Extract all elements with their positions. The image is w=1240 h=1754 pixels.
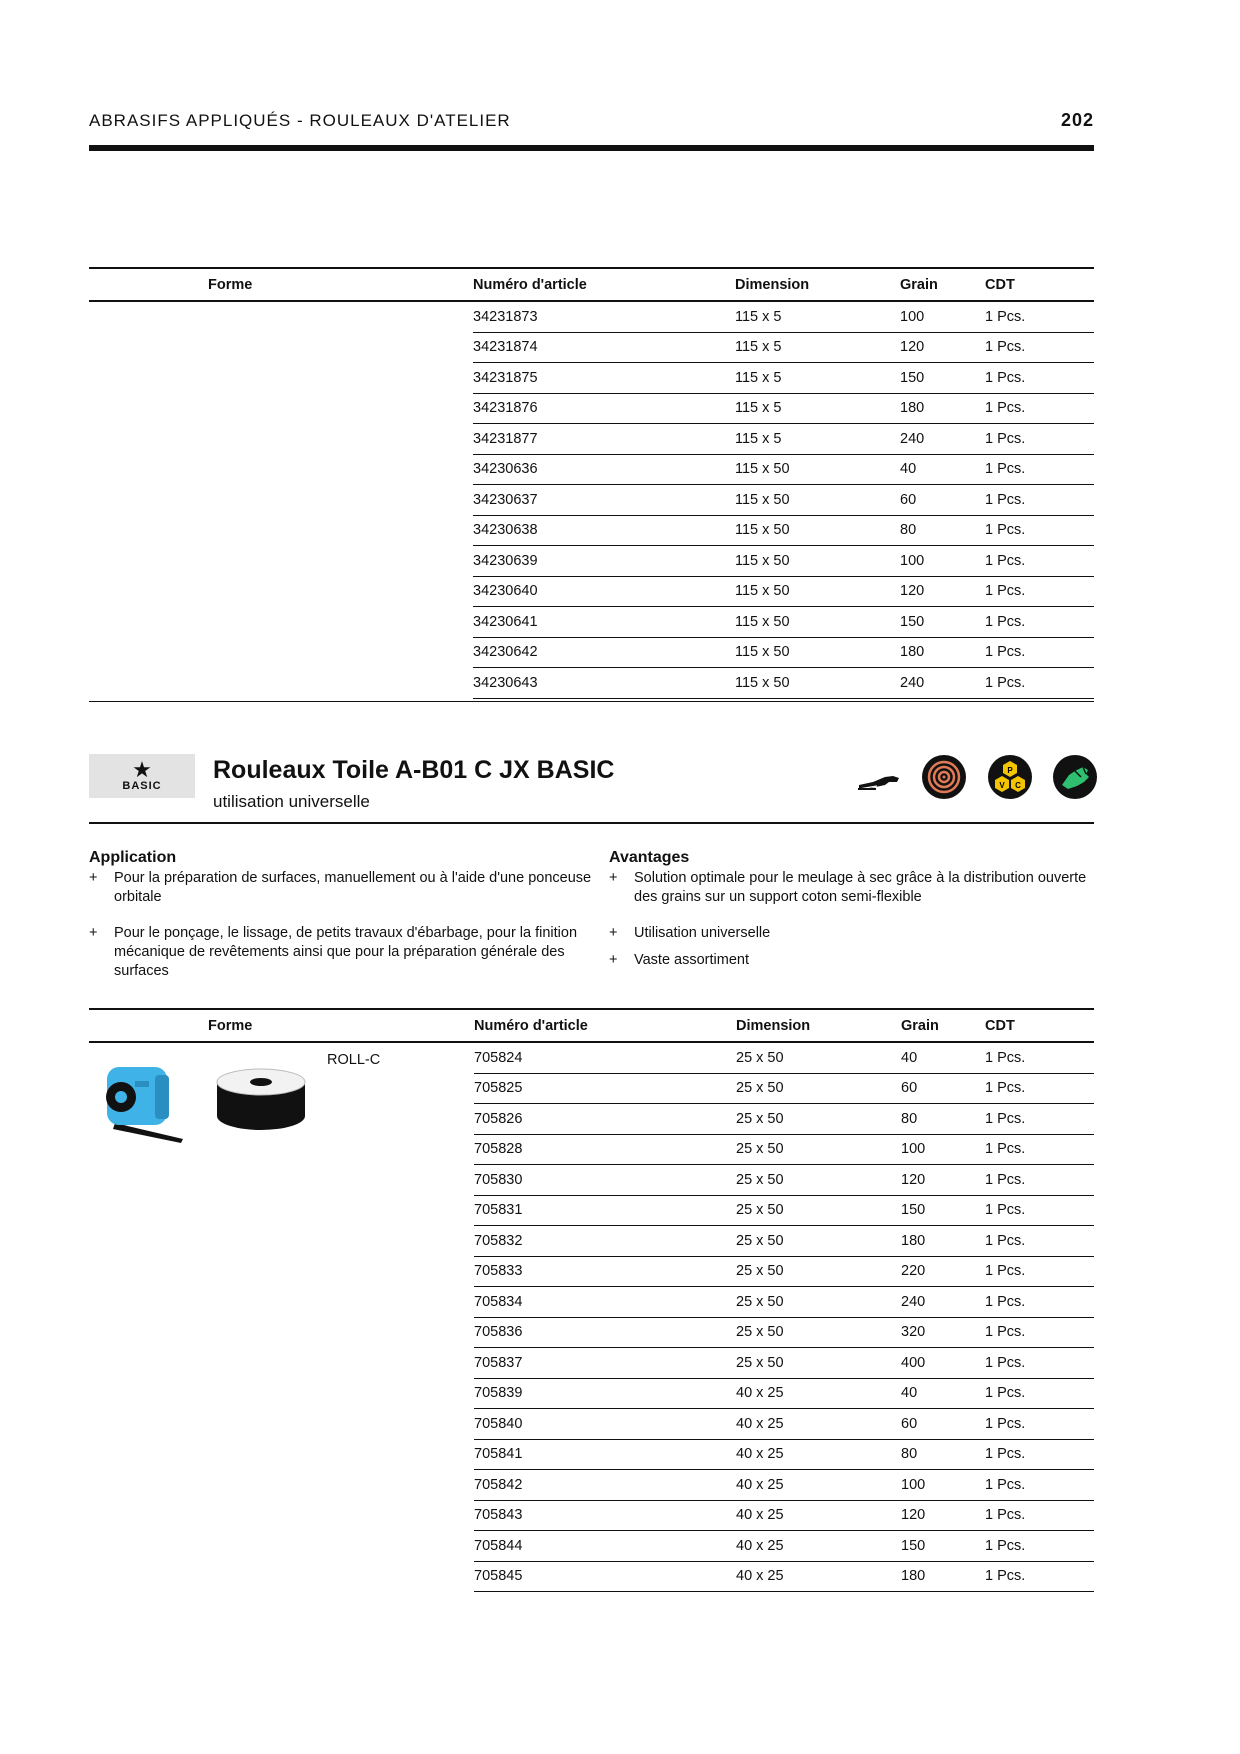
- dimension-cell: 40 x 25: [736, 1378, 901, 1409]
- forme-cell: [89, 454, 473, 485]
- pvc-icon: [988, 755, 1032, 799]
- table-row: [89, 1134, 1094, 1165]
- grain-cell: 180: [900, 393, 985, 424]
- dimension-cell: 25 x 50: [736, 1226, 901, 1257]
- table-row: [89, 1165, 1094, 1196]
- article-number-cell: 34230637: [473, 485, 735, 516]
- plus-icon: +: [609, 870, 618, 886]
- application-item: + Pour le ponçage, le lissage, de petits travaux d'ébarbage, pour la finition mécanique de revêtements ainsi que pour la préparation générale des surfaces: [89, 925, 578, 979]
- article-number-cell: 34230636: [473, 454, 735, 485]
- table-row: [89, 363, 1094, 394]
- cdt-cell: 1 Pcs.: [985, 1042, 1094, 1073]
- grain-cell: 180: [901, 1561, 985, 1592]
- dimension-cell: 115 x 5: [735, 363, 900, 394]
- table-row: [89, 332, 1094, 363]
- article-number-cell: 705825: [474, 1073, 736, 1104]
- dimension-cell: 25 x 50: [736, 1042, 901, 1073]
- article-number-cell: 705830: [474, 1165, 736, 1196]
- product-divider: [89, 822, 1094, 824]
- table-row: [89, 515, 1094, 546]
- table-row: [89, 301, 1094, 332]
- cdt-cell: 1 Pcs.: [985, 1134, 1094, 1165]
- forme-cell: [89, 1439, 474, 1470]
- table-row: [89, 1500, 1094, 1531]
- table-row: [89, 1348, 1094, 1379]
- forme-cell: [89, 332, 473, 363]
- article-number-cell: 705828: [474, 1134, 736, 1165]
- grain-cell: 240: [901, 1287, 985, 1318]
- forme-label: ROLL-C: [327, 1052, 381, 1068]
- article-number-cell: 34230642: [473, 637, 735, 668]
- table-row: [89, 1195, 1094, 1226]
- article-number-cell: 705845: [474, 1561, 736, 1592]
- cdt-cell: 1 Pcs.: [985, 1378, 1094, 1409]
- forme-cell: [89, 1470, 474, 1501]
- table-row: [89, 1561, 1094, 1592]
- article-number-cell: 34231873: [473, 301, 735, 332]
- cdt-cell: 1 Pcs.: [985, 1317, 1094, 1348]
- grain-cell: 120: [901, 1165, 985, 1196]
- dimension-cell: 40 x 25: [736, 1409, 901, 1440]
- article-number-cell: 705826: [474, 1104, 736, 1135]
- cdt-cell: 1 Pcs.: [985, 637, 1094, 668]
- table-row: [89, 485, 1094, 516]
- grain-cell: 150: [900, 607, 985, 638]
- table-row: [89, 1409, 1094, 1440]
- grain-cell: 40: [901, 1042, 985, 1073]
- dimension-cell: 25 x 50: [736, 1073, 901, 1104]
- page-section-title: ABRASIFS APPLIQUÉS - ROULEAUX D'ATELIER: [89, 111, 511, 130]
- forme-cell: [89, 1287, 474, 1318]
- table-row: [89, 454, 1094, 485]
- dimension-cell: 115 x 5: [735, 332, 900, 363]
- table-row: [89, 1531, 1094, 1562]
- forme-cell: [89, 424, 473, 455]
- grain-cell: 150: [901, 1531, 985, 1562]
- dimension-cell: 115 x 50: [735, 515, 900, 546]
- cdt-cell: 1 Pcs.: [985, 393, 1094, 424]
- dimension-cell: 25 x 50: [736, 1348, 901, 1379]
- article-number-cell: 705841: [474, 1439, 736, 1470]
- article-number-cell: 705831: [474, 1195, 736, 1226]
- article-number-cell: 705844: [474, 1531, 736, 1562]
- basic-badge: [89, 754, 195, 798]
- forme-cell: [89, 1195, 474, 1226]
- article-number-cell: 34230641: [473, 607, 735, 638]
- dimension-cell: 115 x 50: [735, 576, 900, 607]
- forme-cell: [89, 515, 473, 546]
- grain-cell: 100: [900, 546, 985, 577]
- article-number-cell: 34231874: [473, 332, 735, 363]
- grain-cell: 150: [901, 1195, 985, 1226]
- dimension-cell: 25 x 50: [736, 1287, 901, 1318]
- article-number-cell: 34231877: [473, 424, 735, 455]
- cdt-cell: 1 Pcs.: [985, 1104, 1094, 1135]
- grain-cell: 80: [900, 515, 985, 546]
- table-row: [89, 1287, 1094, 1318]
- table-header-row: [89, 268, 1094, 301]
- pvc-letter-v: V: [999, 781, 1005, 790]
- forme-cell: [89, 576, 473, 607]
- col-header-grain: Grain: [901, 1017, 939, 1034]
- grain-cell: 80: [901, 1104, 985, 1135]
- avantages-item: + Vaste assortiment: [609, 952, 749, 968]
- dimension-cell: 115 x 50: [735, 668, 900, 699]
- cdt-cell: 1 Pcs.: [985, 1470, 1094, 1501]
- article-number-cell: 705843: [474, 1500, 736, 1531]
- page-number: 202: [1060, 110, 1094, 130]
- forme-cell: [89, 1165, 474, 1196]
- table-row: [89, 637, 1094, 668]
- cdt-cell: 1 Pcs.: [985, 607, 1094, 638]
- col-header-article: Numéro d'article: [474, 1017, 588, 1034]
- dimension-cell: 115 x 5: [735, 424, 900, 455]
- plus-icon: +: [609, 925, 618, 941]
- table-body: [89, 301, 1094, 698]
- glove-hand-icon: [1053, 755, 1097, 799]
- table1-bottom-rule: [89, 701, 1094, 702]
- forme-cell: [89, 1256, 474, 1287]
- cdt-cell: 1 Pcs.: [985, 1500, 1094, 1531]
- dimension-cell: 115 x 5: [735, 393, 900, 424]
- forme-cell: [89, 1531, 474, 1562]
- cdt-cell: 1 Pcs.: [985, 1073, 1094, 1104]
- forme-cell: [89, 1561, 474, 1592]
- forme-cell: [89, 1378, 474, 1409]
- dimension-cell: 25 x 50: [736, 1256, 901, 1287]
- dimension-cell: 115 x 50: [735, 454, 900, 485]
- grain-cell: 100: [901, 1470, 985, 1501]
- cdt-cell: 1 Pcs.: [985, 332, 1094, 363]
- grain-cell: 60: [901, 1073, 985, 1104]
- grain-cell: 180: [900, 637, 985, 668]
- article-number-cell: 34230639: [473, 546, 735, 577]
- grain-cell: 100: [900, 301, 985, 332]
- dimension-cell: 25 x 50: [736, 1104, 901, 1135]
- forme-cell: [89, 668, 473, 699]
- product-title: Rouleaux Toile A-B01 C JX BASIC: [213, 756, 615, 784]
- dimension-cell: 40 x 25: [736, 1470, 901, 1501]
- product-subtitle: utilisation universelle: [213, 792, 370, 811]
- dimension-cell: 25 x 50: [736, 1134, 901, 1165]
- article-number-cell: 705840: [474, 1409, 736, 1440]
- grain-cell: 40: [900, 454, 985, 485]
- table-row: [89, 424, 1094, 455]
- hand-sanding-icon: [855, 755, 905, 799]
- article-number-cell: 34231875: [473, 363, 735, 394]
- cdt-cell: 1 Pcs.: [985, 668, 1094, 699]
- cdt-cell: 1 Pcs.: [985, 546, 1094, 577]
- article-number-cell: 705832: [474, 1226, 736, 1257]
- basic-label: BASIC: [122, 780, 162, 792]
- cdt-cell: 1 Pcs.: [985, 424, 1094, 455]
- header-divider: [89, 145, 1094, 151]
- col-header-forme: Forme: [208, 276, 253, 293]
- grain-cell: 400: [901, 1348, 985, 1379]
- grain-cell: 60: [901, 1409, 985, 1440]
- plus-icon: +: [89, 925, 98, 941]
- grain-cell: 80: [901, 1439, 985, 1470]
- cdt-cell: 1 Pcs.: [985, 1531, 1094, 1562]
- article-number-cell: 34230638: [473, 515, 735, 546]
- wood-rings-icon: [922, 755, 966, 799]
- grain-cell: 120: [900, 576, 985, 607]
- article-number-cell: 34230640: [473, 576, 735, 607]
- grain-cell: 100: [901, 1134, 985, 1165]
- abrasive-roll-image: [213, 1068, 309, 1134]
- grain-cell: 150: [900, 363, 985, 394]
- forme-cell: [89, 546, 473, 577]
- col-header-forme: Forme: [208, 1017, 253, 1034]
- forme-cell: [89, 1317, 474, 1348]
- article-number-cell: 705833: [474, 1256, 736, 1287]
- forme-cell: [89, 485, 473, 516]
- dimension-cell: 40 x 25: [736, 1439, 901, 1470]
- table-row: [89, 1439, 1094, 1470]
- table-row: [89, 1256, 1094, 1287]
- table-row: [89, 393, 1094, 424]
- application-item: + Pour la préparation de surfaces, manuellement ou à l'aide d'une ponceuse orbitale: [89, 870, 592, 905]
- cdt-cell: 1 Pcs.: [985, 576, 1094, 607]
- pvc-letter-p: P: [1007, 766, 1013, 775]
- forme-cell: [89, 1348, 474, 1379]
- grain-cell: 240: [900, 668, 985, 699]
- forme-cell: [89, 1226, 474, 1257]
- col-header-dimension: Dimension: [735, 276, 810, 293]
- grain-cell: 120: [901, 1500, 985, 1531]
- cdt-cell: 1 Pcs.: [985, 1226, 1094, 1257]
- cdt-cell: 1 Pcs.: [985, 1561, 1094, 1592]
- grain-cell: 240: [900, 424, 985, 455]
- article-number-cell: 705837: [474, 1348, 736, 1379]
- grain-cell: 180: [901, 1226, 985, 1257]
- cdt-cell: 1 Pcs.: [985, 1409, 1094, 1440]
- dimension-cell: 115 x 50: [735, 546, 900, 577]
- forme-cell: [89, 301, 473, 332]
- col-header-cdt: CDT: [985, 276, 1015, 293]
- cdt-cell: 1 Pcs.: [985, 1256, 1094, 1287]
- col-header-grain: Grain: [900, 276, 938, 293]
- forme-cell: [89, 393, 473, 424]
- article-number-cell: 705839: [474, 1378, 736, 1409]
- forme-cell: [89, 607, 473, 638]
- application-title: Application: [89, 849, 177, 866]
- plus-icon: +: [89, 870, 98, 886]
- forme-cell: [89, 1500, 474, 1531]
- cdt-cell: 1 Pcs.: [985, 363, 1094, 394]
- table-row: [89, 607, 1094, 638]
- forme-cell: [89, 637, 473, 668]
- cdt-cell: 1 Pcs.: [985, 515, 1094, 546]
- avantages-title: Avantages: [609, 849, 690, 866]
- roll-dispenser-image: [95, 1063, 185, 1147]
- table-row: [89, 1226, 1094, 1257]
- cdt-cell: 1 Pcs.: [985, 1195, 1094, 1226]
- article-number-cell: 705836: [474, 1317, 736, 1348]
- forme-cell: [89, 363, 473, 394]
- article-table-1: [89, 267, 1094, 699]
- dimension-cell: 115 x 50: [735, 607, 900, 638]
- cdt-cell: 1 Pcs.: [985, 301, 1094, 332]
- avantages-item: + Utilisation universelle: [609, 925, 771, 941]
- cdt-cell: 1 Pcs.: [985, 454, 1094, 485]
- table-row: [89, 576, 1094, 607]
- cdt-cell: 1 Pcs.: [985, 1165, 1094, 1196]
- avantages-item: + Solution optimale pour le meulage à sec grâce à la distribution ouverte des grains sur un support coton semi-flexible: [609, 870, 1087, 905]
- dimension-cell: 25 x 50: [736, 1195, 901, 1226]
- grain-cell: 60: [900, 485, 985, 516]
- dimension-cell: 25 x 50: [736, 1165, 901, 1196]
- star-icon: ★: [132, 757, 152, 782]
- article-number-cell: 705842: [474, 1470, 736, 1501]
- dimension-cell: 40 x 25: [736, 1500, 901, 1531]
- col-header-dimension: Dimension: [736, 1017, 811, 1034]
- dimension-cell: 40 x 25: [736, 1531, 901, 1562]
- grain-cell: 120: [900, 332, 985, 363]
- pvc-letter-c: C: [1015, 781, 1021, 790]
- table-row: [89, 546, 1094, 577]
- col-header-cdt: CDT: [985, 1017, 1015, 1034]
- article-number-cell: 34230643: [473, 668, 735, 699]
- table-row: [89, 1317, 1094, 1348]
- table-header-row: [89, 1009, 1094, 1042]
- cdt-cell: 1 Pcs.: [985, 485, 1094, 516]
- cdt-cell: 1 Pcs.: [985, 1439, 1094, 1470]
- dimension-cell: 115 x 50: [735, 637, 900, 668]
- cdt-cell: 1 Pcs.: [985, 1348, 1094, 1379]
- grain-cell: 40: [901, 1378, 985, 1409]
- table-row: [89, 1378, 1094, 1409]
- col-header-article: Numéro d'article: [473, 276, 587, 293]
- dimension-cell: 115 x 50: [735, 485, 900, 516]
- grain-cell: 320: [901, 1317, 985, 1348]
- dimension-cell: 40 x 25: [736, 1561, 901, 1592]
- table-row: [89, 668, 1094, 699]
- grain-cell: 220: [901, 1256, 985, 1287]
- cdt-cell: 1 Pcs.: [985, 1287, 1094, 1318]
- plus-icon: +: [609, 952, 618, 968]
- article-number-cell: 705834: [474, 1287, 736, 1318]
- article-number-cell: 34231876: [473, 393, 735, 424]
- dimension-cell: 115 x 5: [735, 301, 900, 332]
- table-row: [89, 1470, 1094, 1501]
- dimension-cell: 25 x 50: [736, 1317, 901, 1348]
- article-number-cell: 705824: [474, 1042, 736, 1073]
- forme-cell: [89, 1409, 474, 1440]
